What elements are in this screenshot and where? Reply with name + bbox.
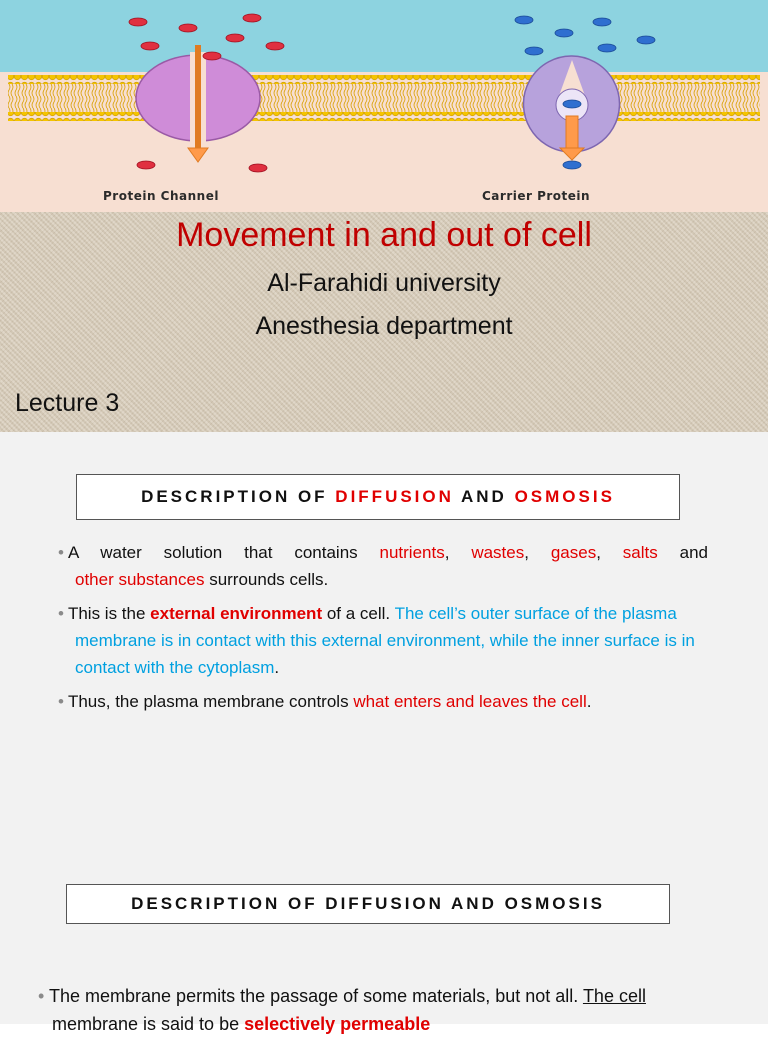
university-name: Al-Farahidi university xyxy=(267,269,501,297)
heading-diffusion: DIFFUSION xyxy=(335,487,454,506)
extracellular-fluid xyxy=(0,0,768,72)
bullet-dot: • xyxy=(58,604,64,623)
text: and xyxy=(657,543,708,562)
bullet-selective-permeability xyxy=(38,982,750,1038)
bullet-external-environment xyxy=(58,600,708,681)
term-selectively-permeable: selectively permeable xyxy=(244,1014,431,1034)
permeability-slide xyxy=(0,864,768,1034)
slide-heading-2: DESCRIPTION OF DIFFUSION AND OSMOSIS xyxy=(66,884,670,924)
heading-part3: AND xyxy=(453,487,515,506)
channel-arrow-head xyxy=(188,148,208,162)
protein-channel-label: Protein Channel xyxy=(103,189,219,203)
term-other-substances: other substances xyxy=(75,570,205,589)
text: Thus, the plasma membrane controls xyxy=(67,692,354,711)
carrier-arrow-head xyxy=(560,148,584,160)
carrier-protein-label: Carrier Protein xyxy=(482,189,591,203)
lipid-tails xyxy=(8,84,760,112)
term-gases: gases xyxy=(550,543,597,562)
bullet-dot: • xyxy=(38,986,45,1006)
text: , xyxy=(444,543,472,562)
term-nutrients: nutrients xyxy=(379,543,445,562)
heading-osmosis: OSMOSIS xyxy=(514,487,615,506)
heading-part1: DESCRIPTION OF xyxy=(141,487,336,506)
text: of a cell. xyxy=(322,604,395,623)
lipid-heads-bottom xyxy=(8,112,760,121)
membrane-diagram xyxy=(0,0,768,212)
underlined-the-cell: The cell xyxy=(582,986,646,1006)
bullet-water-solution xyxy=(58,539,708,593)
department-name: Anesthesia department xyxy=(255,312,513,340)
term-external-environment: external environment xyxy=(150,604,323,623)
bullet-membrane-controls xyxy=(58,688,708,715)
description-slide xyxy=(0,432,768,864)
carrier-arrow-shaft xyxy=(566,116,578,150)
text: This is the xyxy=(67,604,151,623)
text: A water solution that contains xyxy=(67,543,380,562)
term-salts: salts xyxy=(622,543,658,562)
text: . xyxy=(586,692,592,711)
term-wastes: wastes xyxy=(471,543,525,562)
text: membrane is said to be xyxy=(52,1014,245,1034)
bullet-dot: • xyxy=(58,543,64,562)
text: surrounds cells. xyxy=(204,570,329,589)
highlight-enters-leaves: what enters and leaves the cell xyxy=(353,692,587,711)
text: . xyxy=(274,658,280,677)
title-slide xyxy=(0,0,768,432)
highlight-membrane-surface: The cell’s outer surface of the plasma membrane is in contact with this external environment, while the inner surface is in contact with the cytoplasm xyxy=(75,604,695,677)
text: , xyxy=(596,543,623,562)
page-title: Movement in and out of cell xyxy=(176,216,592,254)
lipid-heads-top xyxy=(8,75,760,84)
slide-heading xyxy=(76,474,680,520)
membrane-illustration xyxy=(0,0,768,212)
text: The membrane permits the passage of some materials, but not all. xyxy=(49,986,583,1006)
title-area xyxy=(0,212,768,432)
bullet-dot: • xyxy=(58,692,64,711)
text: , xyxy=(524,543,551,562)
lecture-number: Lecture 3 xyxy=(15,389,120,417)
